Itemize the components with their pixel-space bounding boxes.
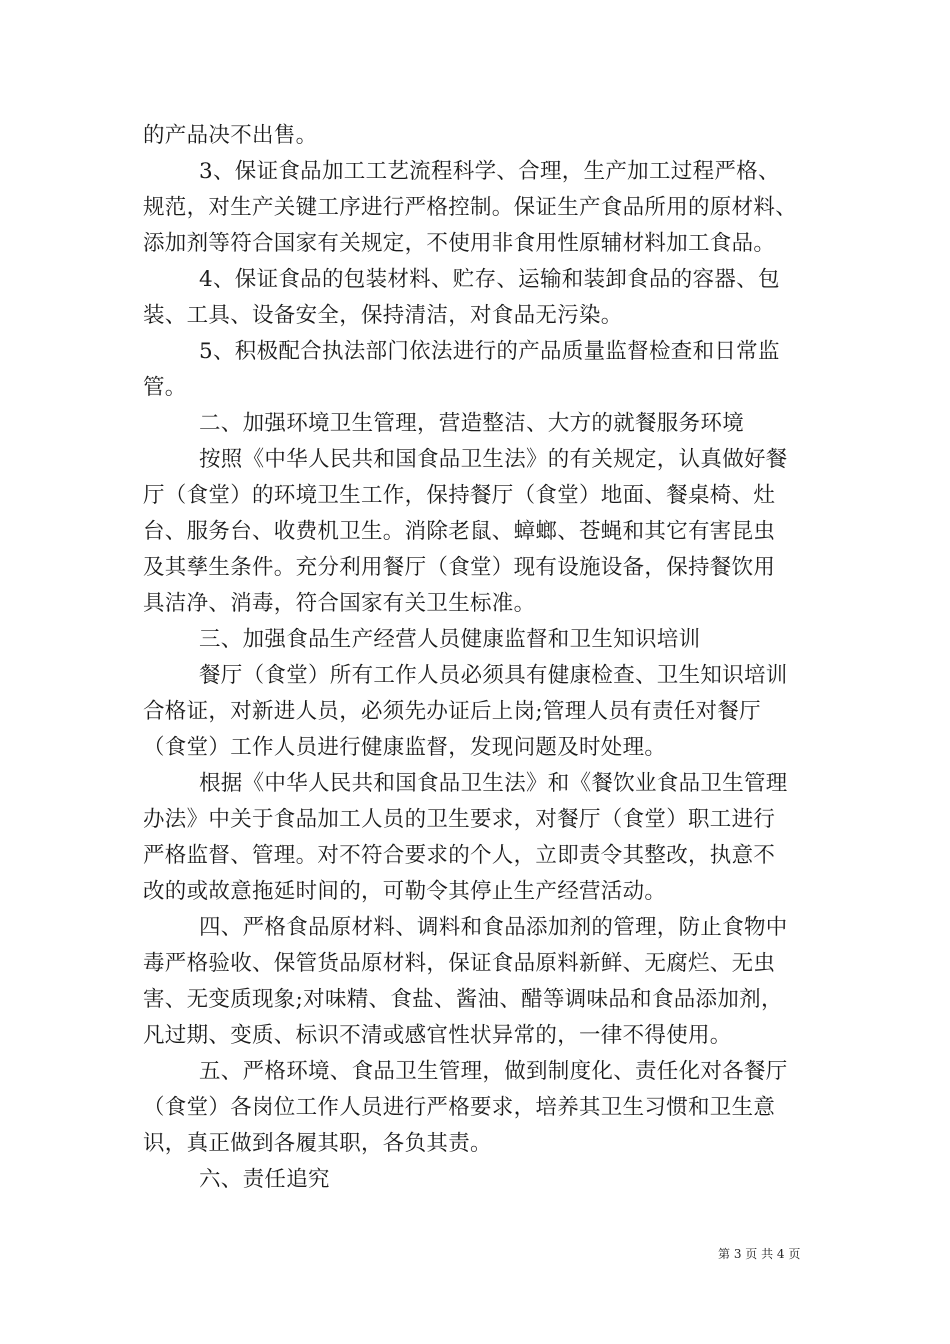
text-line: 规范，对生产关键工序进行严格控制。保证生产食品所用的原材料、: [143, 195, 798, 220]
section-heading: 二、加强环境卫生管理，营造整洁、大方的就餐服务环境: [199, 411, 745, 436]
text-line: 台、服务台、收费机卫生。消除老鼠、蟑螂、苍蝇和其它有害昆虫: [143, 519, 776, 544]
text-line: 根据《中华人民共和国食品卫生法》和《餐饮业食品卫生管理: [199, 771, 788, 796]
text-line: 5、积极配合执法部门依法进行的产品质量监督检查和日常监: [199, 339, 780, 364]
text-line: （食堂）工作人员进行健康监督，发现问题及时处理。: [143, 735, 667, 760]
text-line: 凡过期、变质、标识不清或感官性状异常的，一律不得使用。: [143, 1023, 732, 1048]
text-line: 毒严格验收、保管货品原材料，保证食品原料新鲜、无腐烂、无虫: [143, 951, 776, 976]
text-line: 识，真正做到各履其职，各负其责。: [143, 1131, 492, 1156]
text-line: 3、保证食品加工工艺流程科学、合理，生产加工过程严格、: [199, 159, 780, 184]
section-heading: 六、责任追究: [199, 1167, 330, 1192]
text-line: 厅（食堂）的环境卫生工作，保持餐厅（食堂）地面、餐桌椅、灶: [143, 483, 776, 508]
section-heading: 四、严格食品原材料、调料和食品添加剂的管理，防止食物中: [199, 915, 788, 940]
text-line: 及其孳生条件。充分利用餐厅（食堂）现有设施设备，保持餐饮用: [143, 555, 776, 580]
text-line: 害、无变质现象;对味精、食盐、酱油、醋等调味品和食品添加剂，: [143, 987, 783, 1012]
text-line: 按照《中华人民共和国食品卫生法》的有关规定，认真做好餐: [199, 447, 788, 472]
text-line: 餐厅（食堂）所有工作人员必须具有健康检查、卫生知识培训: [199, 663, 788, 688]
text-line: 办法》中关于食品加工人员的卫生要求，对餐厅（食堂）职工进行: [143, 807, 776, 832]
text-line: 4、保证食品的包装材料、贮存、运输和装卸食品的容器、包: [199, 267, 780, 292]
text-line: 装、工具、设备安全，保持清洁，对食品无污染。: [143, 303, 623, 328]
text-line: 管。: [143, 375, 187, 400]
text-line: 合格证，对新进人员，必须先办证后上岗;管理人员有责任对餐厅: [143, 699, 761, 724]
text-line: 改的或故意拖延时间的，可勒令其停止生产经营活动。: [143, 879, 667, 904]
page-number: 第 3 页 共 4 页: [718, 1247, 801, 1261]
document-body: [143, 118, 815, 1198]
text-line: 具洁净、消毒，符合国家有关卫生标准。: [143, 591, 536, 616]
section-heading: 五、严格环境、食品卫生管理，做到制度化、责任化对各餐厅: [199, 1059, 788, 1084]
text-line: （食堂）各岗位工作人员进行严格要求，培养其卫生习惯和卫生意: [143, 1095, 776, 1120]
section-heading: 三、加强食品生产经营人员健康监督和卫生知识培训: [199, 627, 701, 652]
text-line: 添加剂等符合国家有关规定，不使用非食用性原辅材料加工食品。: [143, 231, 776, 256]
text-line: 的产品决不出售。: [143, 123, 318, 148]
text-line: 严格监督、管理。对不符合要求的个人，立即责令其整改，执意不: [143, 843, 776, 868]
